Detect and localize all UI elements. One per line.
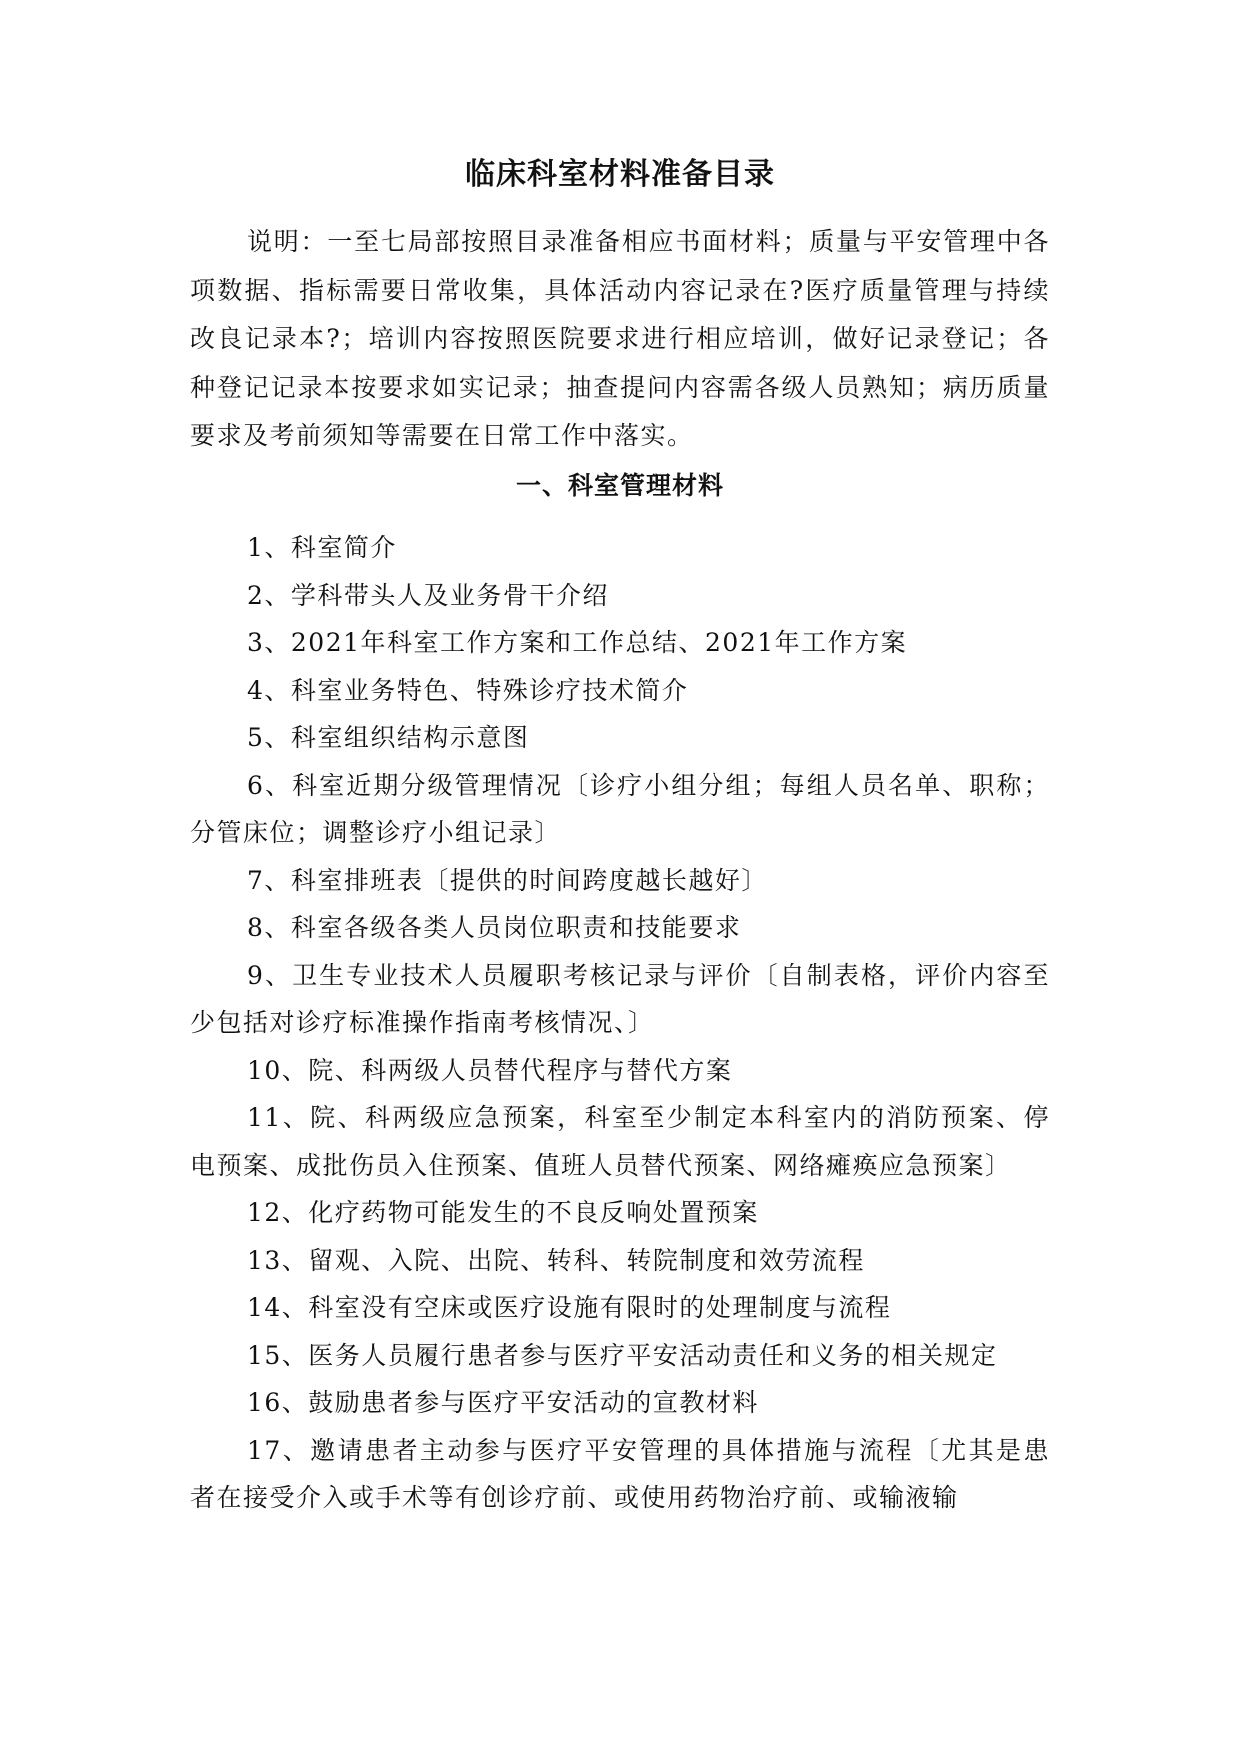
list-item: 3、2021年科室工作方案和工作总结、2021年工作方案: [247, 628, 908, 657]
list-item: 2、学科带头人及业务骨干介绍: [247, 580, 609, 610]
material-list: [190, 524, 1050, 1522]
list-item: 14、科室没有空床或医疗设施有限时的处理制度与流程: [247, 1293, 892, 1322]
list-item: 7、科室排班表〔提供的时间跨度越长越好〕: [247, 865, 768, 895]
list-item: 8、科室各级各类人员岗位职责和技能要求: [247, 913, 742, 942]
list-item: 5、科室组织结构示意图: [247, 723, 530, 752]
list-item: 4、科室业务特色、特殊诊疗技术简介: [247, 675, 689, 705]
list-item: 11、院、科两级应急预案，科室至少制定本科室内的消防预案、停电预案、成批伤员入住预案、值班人员替代预案、网络瘫痪应急预案〕: [190, 1103, 1050, 1180]
intro-paragraph: 说明：一至七局部按照目录准备相应书面材料；质量与平安管理中各项数据、指标需要日常收集，具体活动内容记录在?医疗质量管理与持续改良记录本?；培训内容按照医院要求进行相应培训，做好记录登记；各种登记记录本按要求如实记录；抽查提问内容需各级人员熟知；病历质量要求及考前须知等需要在日常工作中落实。: [190, 227, 1050, 450]
list-item: 9、卫生专业技术人员履职考核记录与评价〔自制表格，评价内容至少包括对诊疗标准操作指南考核情况、〕: [190, 960, 1050, 1037]
document-title: 临床科室材料准备目录: [465, 157, 775, 192]
list-item: 10、院、科两级人员替代程序与替代方案: [247, 1055, 733, 1085]
list-item: 6、科室近期分级管理情况〔诊疗小组分组；每组人员名单、职称；分管床位；调整诊疗小组记录〕: [190, 770, 1050, 847]
list-item: 13、留观、入院、出院、转科、转院制度和效劳流程: [247, 1245, 865, 1275]
list-item: 12、化疗药物可能发生的不良反响处置预案: [247, 1198, 759, 1227]
list-item: 17、邀请患者主动参与医疗平安管理的具体措施与流程〔尤其是患者在接受介入或手术等有创诊疗前、或使用药物治疗前、或输液输: [190, 1435, 1050, 1512]
list-item: 15、医务人员履行患者参与医疗平安活动责任和义务的相关规定: [247, 1340, 998, 1370]
list-item: 16、鼓励患者参与医疗平安活动的宣教材料: [247, 1388, 759, 1417]
list-item: 1、科室简介: [247, 533, 397, 562]
section-heading: 一、科室管理材料: [515, 471, 724, 500]
